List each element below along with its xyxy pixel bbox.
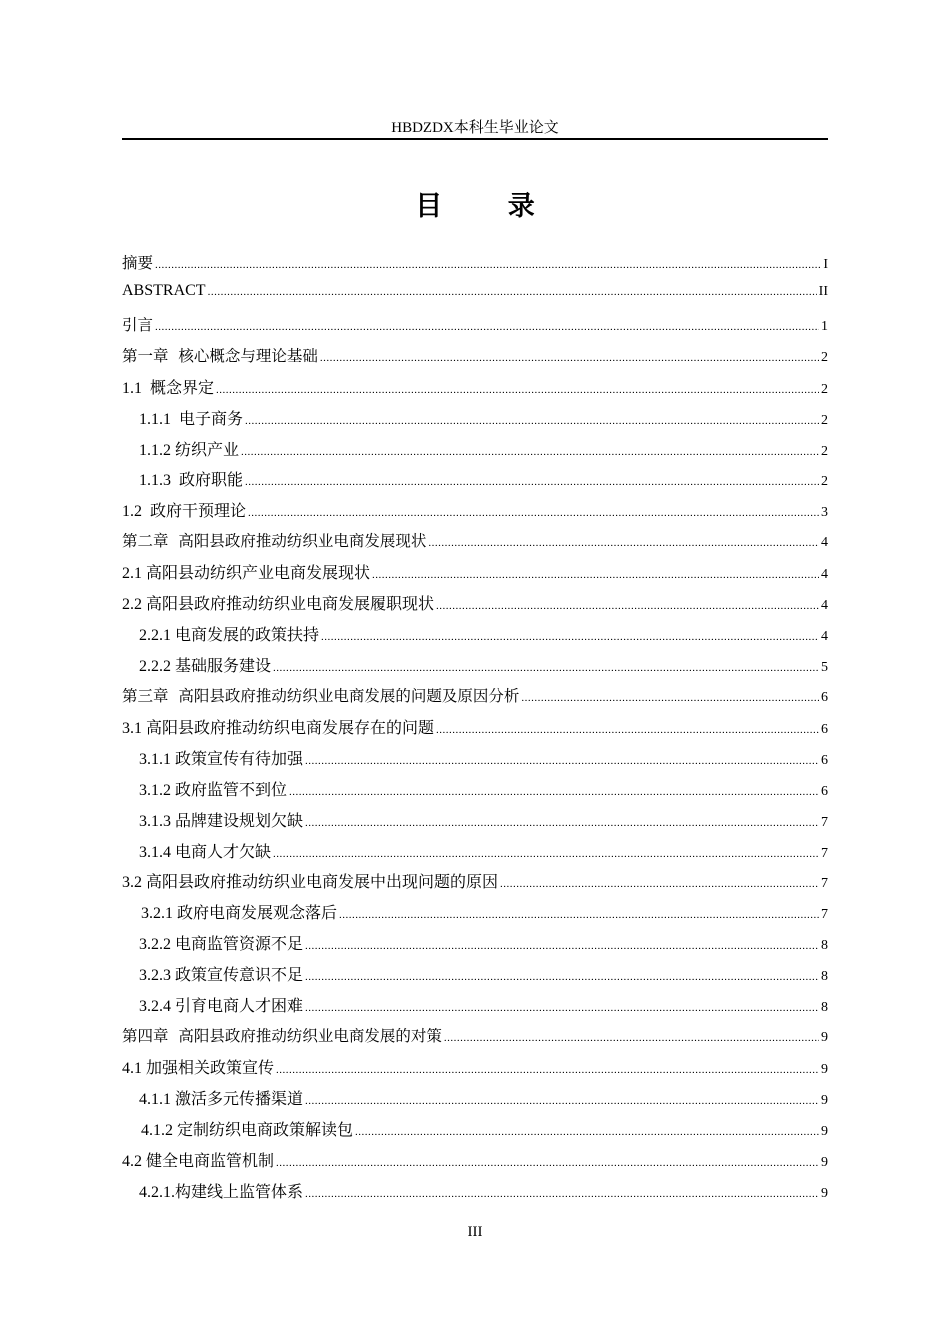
toc-entry-page: 6 (821, 689, 828, 705)
dot-leader (355, 1126, 819, 1138)
toc-entry-page: 9 (821, 1185, 828, 1201)
toc-entry-label: 4.1.1 激活多元传播渠道 (139, 1090, 304, 1108)
toc-entry-label: 3.1.3 品牌建设规划欠缺 (139, 812, 304, 830)
toc-entry-page: 8 (821, 938, 828, 954)
toc-entry[interactable] (122, 1179, 828, 1210)
dot-leader (436, 724, 819, 736)
toc-entry[interactable] (122, 777, 828, 808)
page-number: III (467, 1224, 483, 1240)
toc-entry-page: 9 (821, 1154, 828, 1170)
toc-entry[interactable] (122, 622, 828, 653)
toc-entry[interactable] (122, 375, 828, 406)
toc-entry[interactable] (122, 1024, 828, 1055)
toc-entry-page: 6 (821, 783, 828, 799)
dot-leader (245, 476, 819, 488)
dot-leader (241, 446, 819, 458)
dot-leader (305, 755, 819, 767)
toc-entry-label: 4.1 加强相关政策宣传 (122, 1059, 275, 1077)
dot-leader (500, 878, 819, 890)
toc-entry-label: 第一章 核心概念与理论基础 (122, 346, 318, 365)
toc-entry-label: 2.2 高阳县政府推动纺织业电商发展履职现状 (122, 596, 435, 614)
dot-leader (339, 909, 819, 921)
toc-entry-page: 2 (821, 443, 828, 459)
toc-entry[interactable] (122, 653, 828, 684)
dot-leader (320, 352, 819, 364)
toc-entry[interactable] (122, 313, 828, 344)
toc-entry-label: 2.1 高阳县动纺织产业电商发展现状 (122, 565, 371, 583)
toc-entry-page: 4 (821, 567, 828, 583)
toc-entry-page: 4 (821, 629, 828, 645)
toc-entry[interactable] (122, 962, 828, 993)
toc-entry-page: II (818, 283, 828, 299)
toc-entry-page: 9 (821, 1061, 828, 1077)
toc-entry-label: 引言 (122, 315, 154, 334)
toc-entry[interactable] (122, 406, 828, 437)
dot-leader (305, 1095, 819, 1107)
toc-entry-page: 4 (821, 535, 828, 551)
toc-entry-page: 1 (821, 318, 828, 334)
toc-entry[interactable] (122, 344, 828, 375)
dot-leader (305, 971, 819, 983)
dot-leader (289, 786, 819, 798)
toc-entry[interactable] (122, 869, 828, 900)
toc-entry-label: 3.1.2 政府监管不到位 (139, 781, 288, 799)
toc-entry[interactable] (122, 251, 828, 282)
toc-entry-page: 9 (821, 1092, 828, 1108)
toc-entry-page: 9 (821, 1123, 828, 1139)
toc-entry-label: 1.1.1 电子商务 (139, 410, 244, 428)
toc-entry-page: I (823, 257, 828, 272)
toc-entry-label: 3.1.1 政策宣传有待加强 (139, 750, 304, 768)
toc-entry-label: 3.2.2 电商监管资源不足 (139, 936, 304, 954)
toc-entry-label: 3.2.1 政府电商发展观念落后 (141, 905, 338, 923)
toc-entry-label: ABSTRACT (122, 281, 206, 299)
dot-leader (305, 817, 819, 829)
toc-entry[interactable] (122, 993, 828, 1024)
dot-leader (444, 1032, 819, 1044)
dot-leader (305, 940, 819, 952)
dot-leader (305, 1002, 819, 1014)
toc-entry[interactable] (122, 591, 828, 622)
toc-entry-label: 3.2.4 引育电商人才困难 (139, 998, 304, 1016)
dot-leader (245, 415, 819, 427)
dot-leader (248, 507, 819, 519)
toc-entry-label: 1.1 概念界定 (122, 379, 215, 397)
toc-entry-page: 6 (821, 752, 828, 768)
toc-entry[interactable] (122, 1117, 828, 1148)
toc-entry-label: 第四章 高阳县政府推动纺织业电商发展的对策 (122, 1027, 442, 1046)
toc-entry[interactable] (122, 1086, 828, 1117)
toc-entry-label: 第三章 高阳县政府推动纺织业电商发展的问题及原因分析 (122, 686, 520, 705)
dot-leader (521, 692, 819, 704)
toc-entry-page: 9 (821, 1030, 828, 1046)
toc-entry-label: 第二章 高阳县政府推动纺织业电商发展现状 (122, 532, 427, 551)
dot-leader (273, 662, 819, 674)
toc-entry-label: 4.1.2 定制纺织电商政策解读包 (141, 1121, 354, 1139)
header-rule (122, 138, 828, 140)
dot-leader (372, 569, 819, 581)
dot-leader (273, 848, 819, 860)
toc-entry-page: 8 (821, 969, 828, 985)
toc-entry[interactable] (122, 839, 828, 870)
dot-leader (208, 286, 817, 298)
toc-entry-label: 1.1.3 政府职能 (139, 472, 244, 490)
toc-entry[interactable] (122, 684, 828, 715)
toc-entry-label: 4.2 健全电商监管机制 (122, 1152, 275, 1170)
toc-entry[interactable] (122, 560, 828, 591)
dot-leader (216, 384, 819, 396)
toc-entry-page: 7 (821, 845, 828, 861)
toc-entry-page: 2 (821, 381, 828, 397)
toc-entry[interactable] (122, 498, 828, 529)
toc-entry-label: 3.1.4 电商人才欠缺 (139, 843, 272, 861)
toc-entry-page: 2 (821, 474, 828, 490)
table-of-contents (122, 251, 828, 1210)
toc-entry-page: 2 (821, 349, 828, 365)
toc-entry-page: 7 (821, 907, 828, 923)
toc-entry-page: 4 (821, 598, 828, 614)
toc-entry[interactable] (122, 715, 828, 746)
toc-entry[interactable] (122, 437, 828, 468)
toc-entry-label: 4.2.1.构建线上监管体系 (139, 1183, 304, 1201)
toc-entry-page: 3 (821, 505, 828, 521)
toc-entry-label: 1.2 政府干预理论 (122, 503, 247, 521)
dot-leader (155, 321, 819, 333)
toc-entry-page: 8 (821, 1000, 828, 1016)
toc-entry-page: 6 (821, 721, 828, 737)
toc-entry[interactable] (122, 467, 828, 498)
dot-leader (276, 1157, 819, 1169)
page-title: 目 录 (415, 191, 563, 222)
toc-entry-page: 2 (821, 412, 828, 428)
toc-entry-page: 5 (821, 659, 828, 675)
dot-leader (428, 537, 819, 549)
toc-entry[interactable] (122, 529, 828, 560)
dot-leader (155, 259, 821, 271)
toc-entry[interactable] (122, 282, 828, 313)
toc-entry[interactable] (122, 1148, 828, 1179)
toc-entry[interactable] (122, 1055, 828, 1086)
toc-entry[interactable] (122, 900, 828, 931)
toc-entry-label: 2.2.2 基础服务建设 (139, 657, 272, 675)
dot-leader (305, 1188, 819, 1200)
running-header: HBDZDX本科生毕业论文 (391, 120, 559, 136)
toc-entry-label: 3.2.3 政策宣传意识不足 (139, 967, 304, 985)
toc-entry[interactable] (122, 931, 828, 962)
toc-entry-label: 3.2 高阳县政府推动纺织业电商发展中出现问题的原因 (122, 874, 499, 892)
toc-entry-label: 摘要 (122, 254, 154, 272)
toc-entry-page: 7 (821, 814, 828, 830)
dot-leader (436, 600, 819, 612)
toc-entry-page: 7 (821, 876, 828, 892)
toc-entry-label: 1.1.2 纺织产业 (139, 441, 240, 459)
toc-entry[interactable] (122, 746, 828, 777)
toc-entry-label: 2.2.1 电商发展的政策扶持 (139, 627, 320, 645)
toc-entry-label: 3.1 高阳县政府推动纺织电商发展存在的问题 (122, 719, 435, 737)
dot-leader (321, 631, 819, 643)
toc-entry[interactable] (122, 808, 828, 839)
dot-leader (276, 1064, 819, 1076)
